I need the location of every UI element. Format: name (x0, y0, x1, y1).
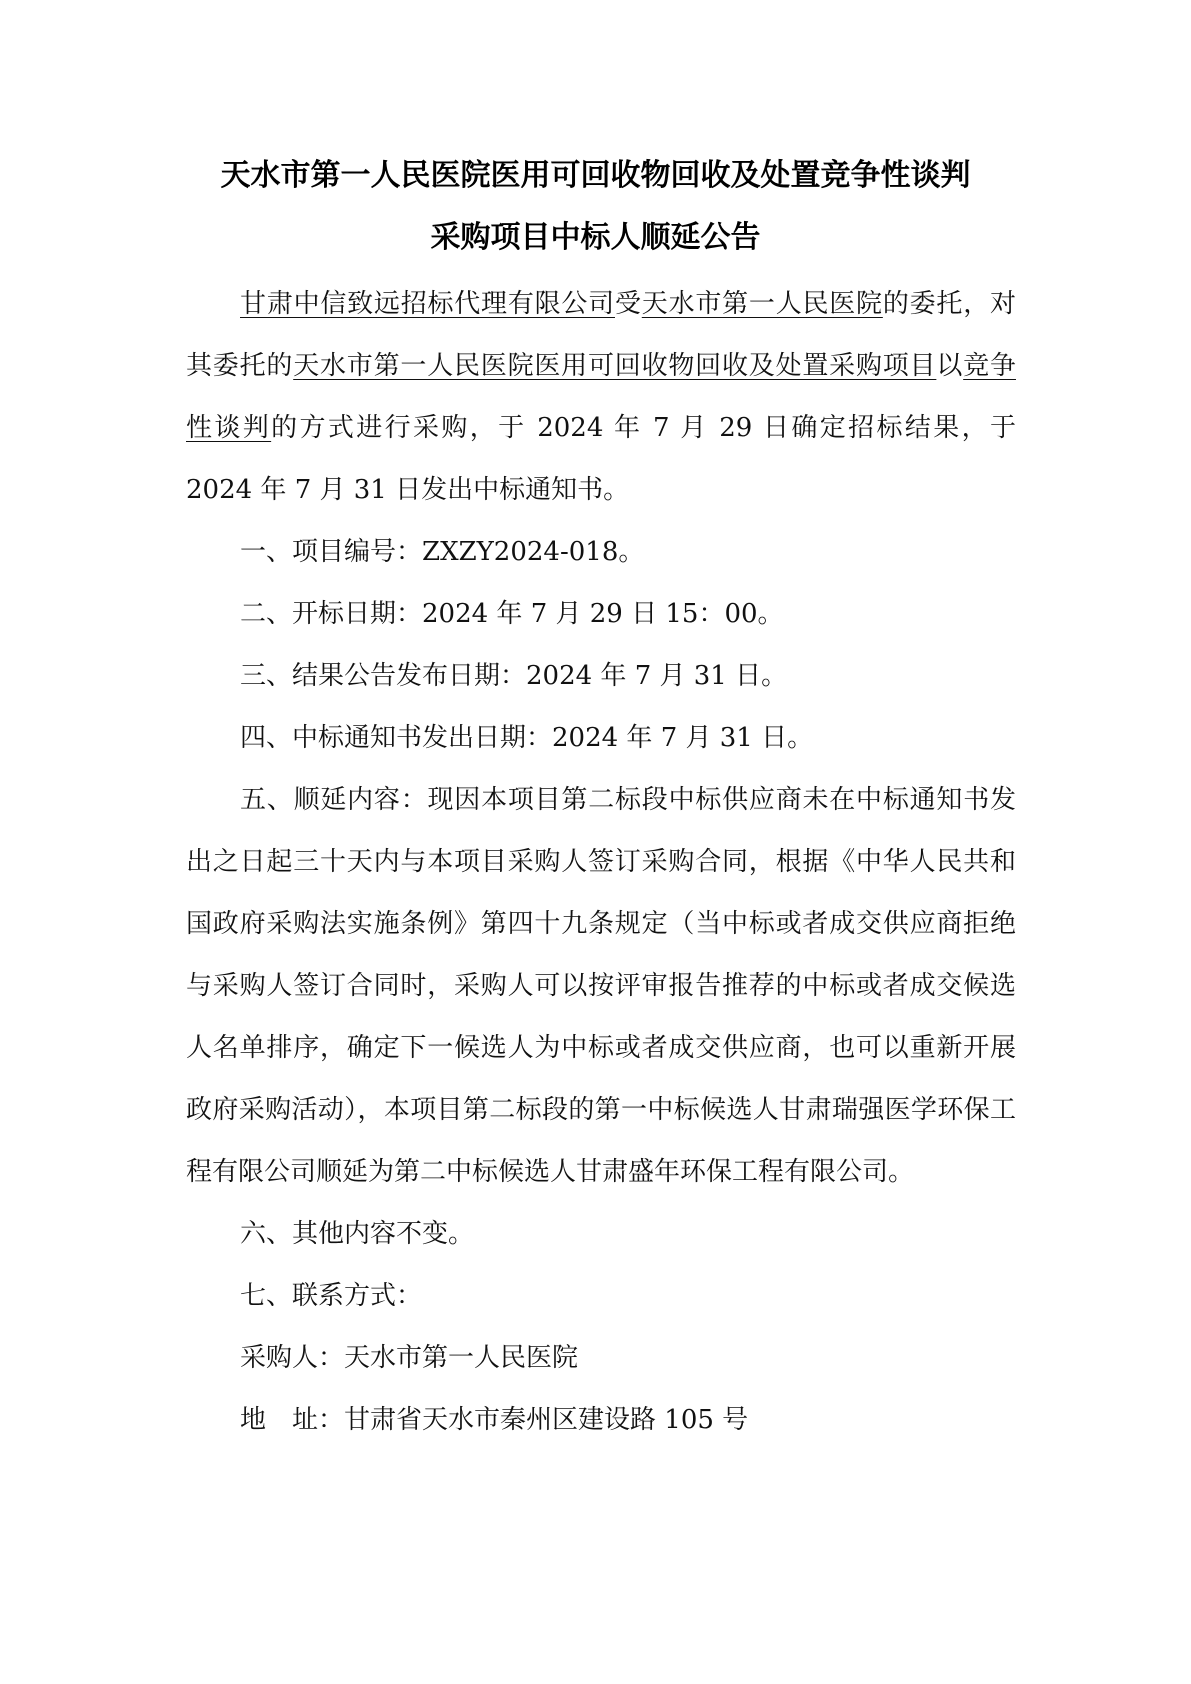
document-title-line-1: 天水市第一人民医院医用可回收物回收及处置竞争性谈判 (220, 158, 971, 193)
item-project-number: 一、项目编号：ZXZY2024-018。 (240, 537, 645, 567)
intro-paragraph (186, 273, 1016, 521)
document-body (186, 273, 1016, 1451)
item-notice-date: 四、中标通知书发出日期：2024 年 7 月 31 日。 (240, 723, 814, 753)
intro-text-1: 受 (614, 289, 642, 319)
purchaser-name: 天水市第一人民医院 (641, 289, 883, 319)
item-result-date: 三、结果公告发布日期：2024 年 7 月 31 日。 (240, 661, 788, 691)
contact-address-value: 甘肃省天水市秦州区建设路 105 号 (344, 1405, 749, 1435)
project-name: 天水市第一人民医院医用可回收物回收及处置采购项目 (293, 351, 937, 381)
document-title-line-2: 采购项目中标人顺延公告 (430, 220, 761, 255)
contact-address (186, 1389, 1016, 1451)
procurement-method: 竞争性谈判 (186, 351, 1016, 443)
agency-name: 甘肃中信致远招标代理有限公司 (240, 289, 615, 319)
intro-text-3: 以 (936, 351, 964, 381)
item-postpone-content: 五、顺延内容：现因本项目第二标段中标供应商未在中标通知书发出之日起三十天内与本项目采购人签订采购合同，根据《中华人民共和国政府采购法实施条例》第四十九条规定（当中标或者成交供应商拒绝与采购人签订合同时，采购人可以按评审报告推荐的中标或者成交候选人名单排序，确定下一候选人为中标或者成交供应商，也可以重新开展政府采购活动），本项目第二标段的第一中标候选人甘肃瑞强医学环保工程有限公司顺延为第二中标候选人甘肃盛年环保工程有限公司。 (186, 785, 1016, 1187)
contact-address-label-part-1: 地 (240, 1405, 293, 1435)
contact-purchaser (186, 1327, 1016, 1389)
item-others-unchanged: 六、其他内容不变。 (240, 1219, 475, 1249)
item-contact-heading: 七、联系方式： (240, 1281, 423, 1311)
intro-text-4: 的方式进行采购，于 2024 年 7 月 29 日确定招标结果，于 2024 年 7 月 31 日发出中标通知书。 (186, 413, 1016, 505)
contact-address-label-part-2: 址： (292, 1405, 345, 1435)
item-open-date: 二、开标日期：2024 年 7 月 29 日 15：00。 (240, 599, 784, 629)
contact-purchaser-value: 天水市第一人民医院 (344, 1343, 579, 1373)
intro-text-2: 的委托，对其委托的 (186, 289, 1016, 381)
contact-purchaser-label: 采购人： (240, 1343, 345, 1373)
